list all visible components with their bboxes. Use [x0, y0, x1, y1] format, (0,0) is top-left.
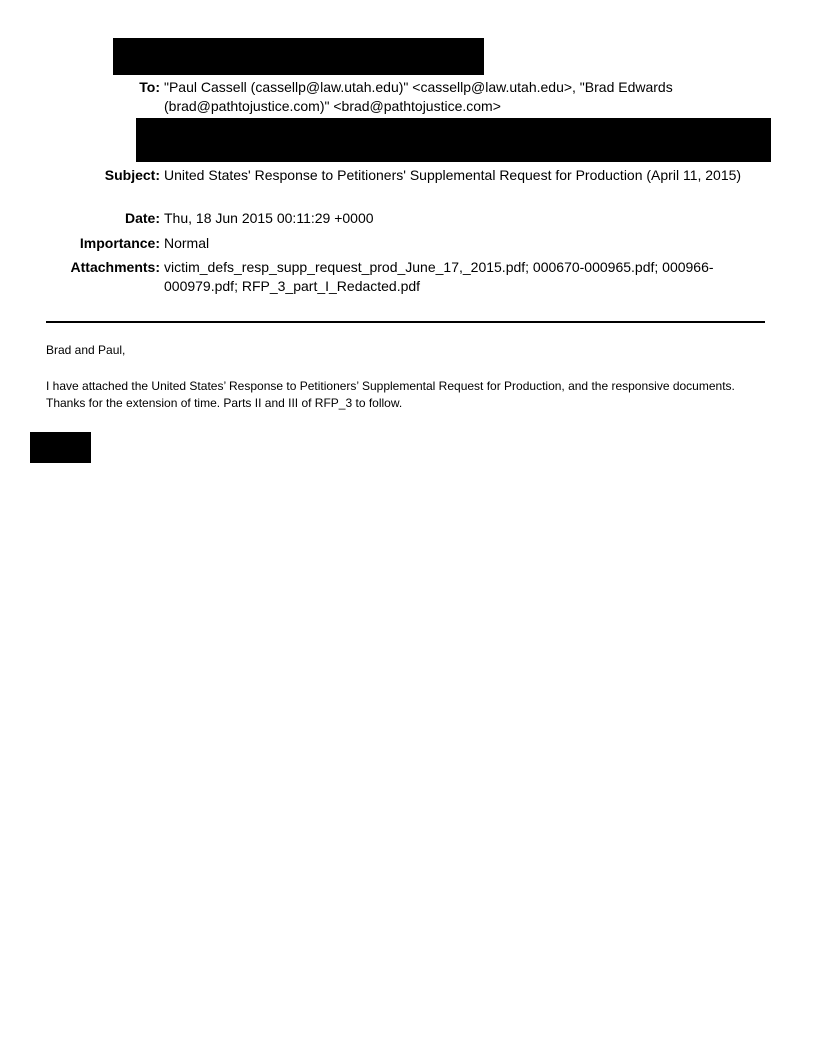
- attachments-row: [0, 258, 816, 298]
- redaction-bar-from: [113, 38, 484, 75]
- subject-value: United States' Response to Petitioners' Supplemental Request for Production (April 11, 2015): [164, 167, 742, 183]
- importance-label: Importance:: [79, 235, 160, 251]
- importance-value: Normal: [164, 235, 210, 251]
- attachments-label: Attachments:: [70, 259, 160, 275]
- attachments-value: victim_defs_resp_supp_request_prod_June_17,_2015.pdf; 000670-000965.pdf; 000966-000979.pdf; RFP_3_part_I_Redacted.pdf: [164, 259, 714, 294]
- subject-row: [0, 166, 816, 206]
- message-greeting: Brad and Paul,: [46, 343, 126, 357]
- header-divider: [46, 321, 765, 323]
- message-body: I have attached the United States’ Response to Petitioners’ Supplemental Request for Production, and the responsive documents. Thanks for the extension of time. Parts II and III of RFP_3 to follow.: [46, 379, 735, 410]
- subject-label: Subject:: [104, 167, 160, 183]
- date-value: Thu, 18 Jun 2015 00:11:29 +0000: [164, 210, 374, 226]
- importance-row: [0, 234, 816, 254]
- redaction-bar-cc: [136, 118, 771, 162]
- date-label: Date:: [124, 210, 160, 226]
- redaction-bar-signature: [30, 432, 91, 463]
- to-value: "Paul Cassell (cassellp@law.utah.edu)" <cassellp@law.utah.edu>, "Brad Edwards (brad@pathtojustice.com)" <brad@pathtojustice.com>: [164, 79, 673, 114]
- date-row: [0, 209, 816, 229]
- to-label: To:: [139, 79, 160, 95]
- to-row: [0, 78, 816, 118]
